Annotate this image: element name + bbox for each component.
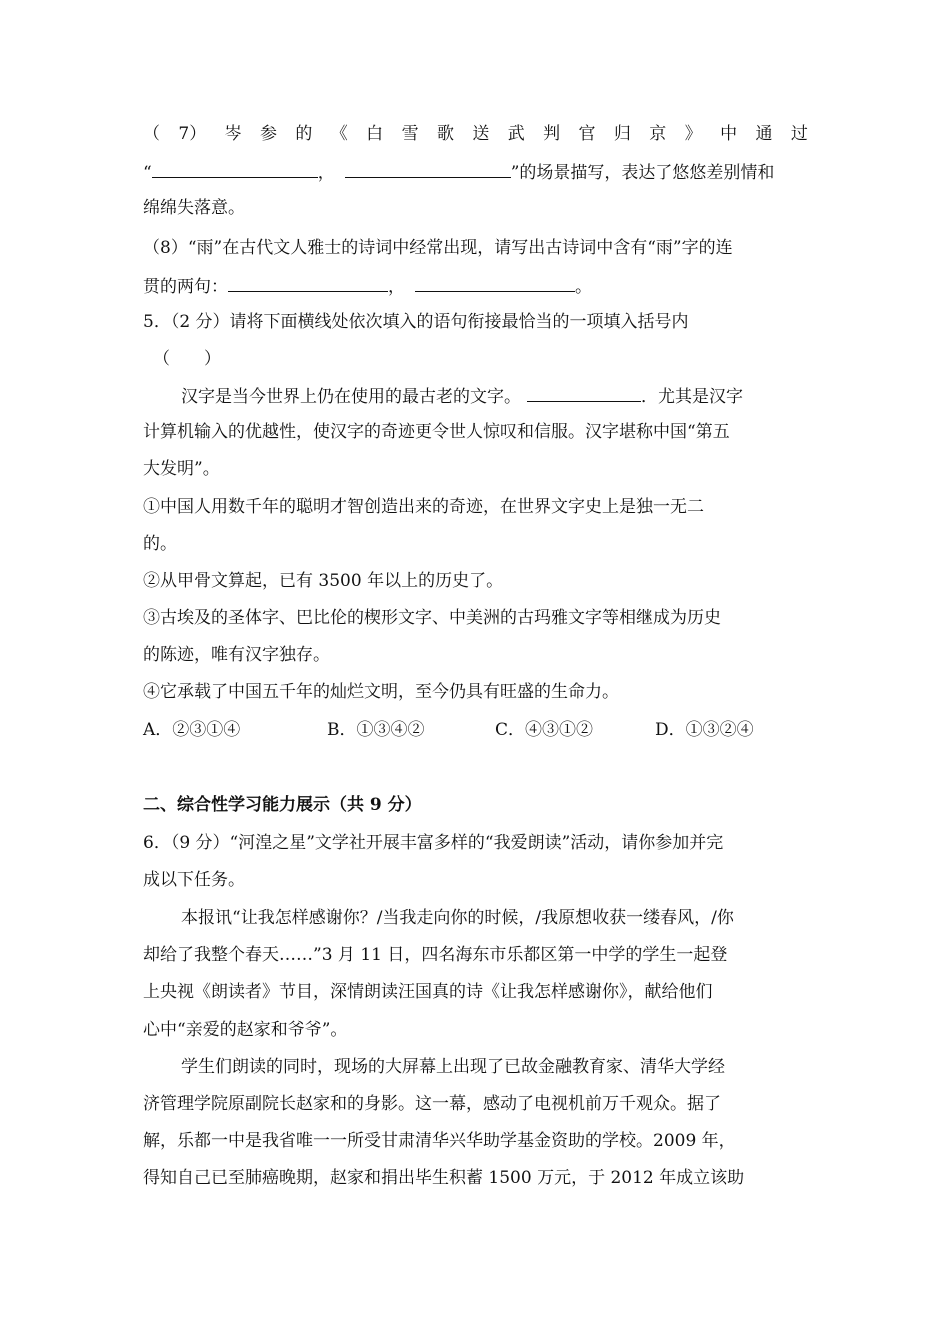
- q7-char: 岑: [224, 124, 242, 144]
- answer-blank[interactable]: [527, 383, 641, 402]
- q6-stem-2: 成以下任务。: [143, 870, 245, 890]
- q7-char: 送: [472, 124, 490, 144]
- q6-para-2-line: 得知自己已至肺癌晚期，赵家和捐出毕生积蓄 1500 万元，于 2012 年成立该助: [143, 1168, 745, 1188]
- q7-char: （: [143, 124, 160, 144]
- q5-sentence-4: ④它承载了中国五千年的灿烂文明，至今仍具有旺盛的生命力。: [143, 682, 619, 702]
- q5-option-a[interactable]: A．②③①④: [143, 720, 241, 740]
- answer-blank[interactable]: [415, 273, 575, 292]
- q5-para-2: 计算机输入的优越性，使汉字的奇迹更令世人惊叹和信服。汉字堪称中国“第五: [143, 422, 730, 442]
- answer-blank[interactable]: [152, 159, 318, 178]
- q7-char: 通: [755, 124, 773, 144]
- q6-para-1-line: 却给了我整个春天……”3 月 11 日，四名海东市乐都区第一中学的学生一起登: [143, 945, 728, 965]
- q7-char: 雪: [401, 124, 419, 144]
- q7-char: 参: [260, 124, 277, 144]
- q5-option-c[interactable]: C．④③①②: [495, 720, 594, 740]
- q6-para-2-line: 学生们朗读的同时，现场的大屏幕上出现了已故金融教育家、清华大学经: [181, 1057, 725, 1077]
- q5-stem-2: （ ）: [153, 349, 221, 369]
- q6-para-1-line: 心中“亲爱的赵家和爷爷”。: [143, 1020, 348, 1040]
- q7-char: 官: [578, 124, 596, 144]
- q5-stem-1: 5．（2 分）请将下面横线处依次填入的语句衔接最恰当的一项填入括号内: [143, 312, 689, 332]
- q7-line-1: [143, 122, 808, 146]
- q7-char: 京: [649, 124, 667, 144]
- q5-sentence-3a: ③古埃及的圣体字、巴比伦的楔形文字、中美洲的古玛雅文字等相继成为历史: [143, 608, 721, 628]
- q6-para-2-line: 解，乐都一中是我省唯一一所受甘肃清华兴华助学基金资助的学校。2009 年，: [143, 1131, 736, 1151]
- section-2-title: 二、综合性学习能力展示（共 9 分）: [143, 795, 422, 815]
- q8-line-1: （8）“雨”在古代文人雅士的诗词中经常出现，请写出古诗词中含有“雨”字的连: [143, 238, 733, 258]
- answer-blank[interactable]: [345, 159, 511, 178]
- q7-char: 归: [613, 124, 631, 144]
- q5-option-b[interactable]: B．①③④②: [327, 720, 425, 740]
- q7-line-2: “ ， ”的场景描写，表达了悠悠差别情和: [143, 159, 774, 185]
- q7-char: 歌: [436, 124, 454, 144]
- q7-char: 判: [543, 124, 561, 144]
- q7-line-3: 绵绵失落意。: [143, 198, 245, 218]
- q5-para-1: 汉字是当今世界上仍在使用的最古老的文字。 ．尤其是汉字: [181, 383, 743, 409]
- q5-sentence-2: ②从甲骨文算起，已有 3500 年以上的历史了。: [143, 571, 504, 591]
- q7-char: 武: [507, 124, 525, 144]
- q5-para-3: 大发明”。: [143, 459, 220, 479]
- q6-para-1-line: 上央视《朗读者》节目，深情朗读汪国真的诗《让我怎样感谢你》，献给他们: [143, 982, 713, 1002]
- q5-option-d[interactable]: D．①③②④: [655, 720, 754, 740]
- answer-blank[interactable]: [228, 273, 388, 292]
- q7-char: 《: [330, 124, 348, 144]
- q7-char: 过: [790, 124, 808, 144]
- q7-char: 的: [295, 124, 313, 144]
- q5-sentence-1b: 的。: [143, 534, 177, 554]
- q6-para-2-line: 济管理学院原副院长赵家和的身影。这一幕，感动了电视机前万千观众。据了: [143, 1094, 721, 1114]
- q5-sentence-1a: ①中国人用数千年的聪明才智创造出来的奇迹，在世界文字史上是独一无二: [143, 497, 704, 517]
- q7-char: 》: [684, 124, 702, 144]
- q7-char: 7）: [178, 124, 207, 144]
- q5-sentence-3b: 的陈迹，唯有汉字独存。: [143, 645, 330, 665]
- q6-stem-1: 6．（9 分）“河湟之星”文学社开展丰富多样的“我爱朗读”活动，请你参加并完: [143, 833, 724, 853]
- q8-line-2: 贯的两句： ， 。: [143, 273, 592, 299]
- q7-char: 中: [720, 124, 738, 144]
- q7-char: 白: [366, 124, 384, 144]
- q6-para-1-line: 本报讯“让我怎样感谢你？/当我走向你的时候，/我原想收获一缕春风，/你: [181, 908, 734, 928]
